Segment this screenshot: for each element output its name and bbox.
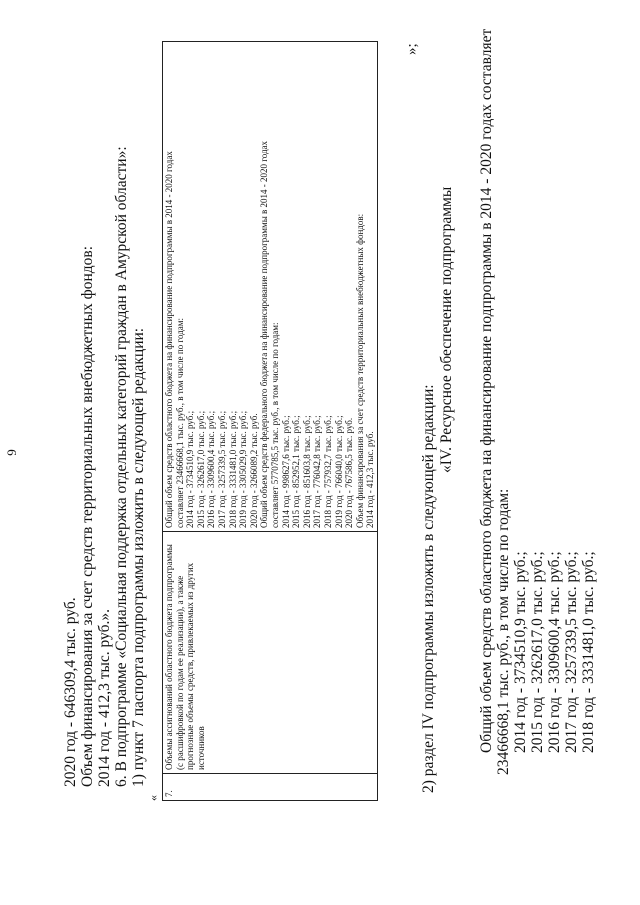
row-value-cell bbox=[163, 42, 378, 532]
value-line: 2019 год - 766040,0 тыс. руб.; bbox=[333, 415, 344, 528]
resource-paragraph bbox=[478, 15, 597, 775]
value-line: Объем финансирования за счет средств территориальных внебюджетных фондов: bbox=[354, 213, 365, 528]
value-line: Общий объем средств областного бюджета на финансирование подпрограммы в 2014 - 2020 годах bbox=[164, 151, 174, 528]
value-line: составляет 23466668,1 тыс. руб., в том числе по годам: bbox=[174, 318, 185, 528]
closing-quote: »; bbox=[404, 43, 420, 55]
value-line: 2020 год - 767586,5 тыс. руб. bbox=[344, 417, 355, 528]
intro-line: Объем финансирования за счет средств территориальных внебюджетных фондов: bbox=[79, 245, 96, 787]
value-line: 2014 год - 3734510,9 тыс. руб.; bbox=[185, 410, 196, 528]
value-line: 2014 год - 998627,6 тыс. руб.; bbox=[280, 415, 291, 528]
section-2-heading: 2) раздел IV подпрограммы изложить в следующей редакции: bbox=[420, 384, 437, 793]
value-line: 2016 год - 3309600,4 тыс. руб.; bbox=[206, 410, 217, 528]
page-number: 9 bbox=[4, 449, 19, 456]
intro-line: 2014 год - 412,3 тыс. руб.». bbox=[96, 609, 113, 787]
value-line: 2016 год - 851603,8 тыс. руб.; bbox=[301, 415, 312, 528]
intro-line: 2020 год - 646309,4 тыс. руб. bbox=[62, 597, 79, 787]
opening-quote: « bbox=[146, 795, 160, 801]
row-name-cell: Объемы ассигнований областного бюджета подпрограммы (с расшифровкой по годам ее реализации), а также прогнозные объемы средств, привлекаемых из других источников bbox=[163, 532, 378, 774]
intro-line: 6. В подпрограмме «Социальная поддержка отдельных категорий граждан в Амурской области»: bbox=[113, 146, 130, 787]
table-row bbox=[163, 42, 378, 801]
value-line: 2018 год - 757932,7 тыс. руб.; bbox=[322, 415, 333, 528]
paragraph-line: Общий объем средств областного бюджета на финансирование подпрограммы в 2014 - 2020 годах составляет bbox=[478, 28, 495, 753]
paragraph-year-line: 2018 год - 3331481,0 тыс. руб.; bbox=[580, 551, 597, 753]
paragraph-year-line: 2015 год - 3262617,0 тыс. руб.; bbox=[529, 551, 546, 753]
value-line: 2017 год - 776042,8 тыс. руб.; bbox=[312, 415, 323, 528]
value-line: 2015 год - 852952,1 тыс. руб.; bbox=[291, 415, 302, 528]
intro-line: 1) пункт 7 паспорта подпрограммы изложить в следующей редакции: bbox=[130, 327, 147, 787]
value-line: 2019 год - 3305029,9 тыс. руб.; bbox=[238, 410, 249, 528]
row-number-cell: 7. bbox=[163, 774, 378, 801]
value-line: 2014 год - 412,3 тыс. руб. bbox=[365, 431, 376, 528]
value-line: Общий объем средств федерального бюджета на финансирование подпрограммы в 2014 - 2020 годах bbox=[259, 140, 270, 528]
value-line: составляет 5770785,5 тыс. руб., в том числе по годам: bbox=[269, 322, 280, 528]
paragraph-line: 23466668,1 тыс. руб., в том числе по годам: bbox=[495, 488, 512, 775]
paragraph-year-line: 2014 год - 3734510,9 тыс. руб.; bbox=[512, 551, 529, 753]
value-line: 2018 год - 3331481,0 тыс. руб.; bbox=[227, 410, 238, 528]
value-line: 2015 год - 3262617,0 тыс. руб.; bbox=[195, 410, 206, 528]
value-line: 2017 год - 3257339,5 тыс. руб.; bbox=[216, 410, 227, 528]
paragraph-year-line: 2017 год - 3257339,5 тыс. руб.; bbox=[563, 551, 580, 753]
intro-block bbox=[62, 27, 147, 787]
section-4-title: «IV. Ресурсное обеспечение подпрограммы bbox=[438, 186, 455, 473]
passport-table bbox=[162, 41, 378, 801]
paragraph-year-line: 2016 год - 3309600,4 тыс. руб.; bbox=[546, 551, 563, 753]
value-line: 2020 год - 3266089,2 тыс. руб. bbox=[248, 413, 259, 528]
